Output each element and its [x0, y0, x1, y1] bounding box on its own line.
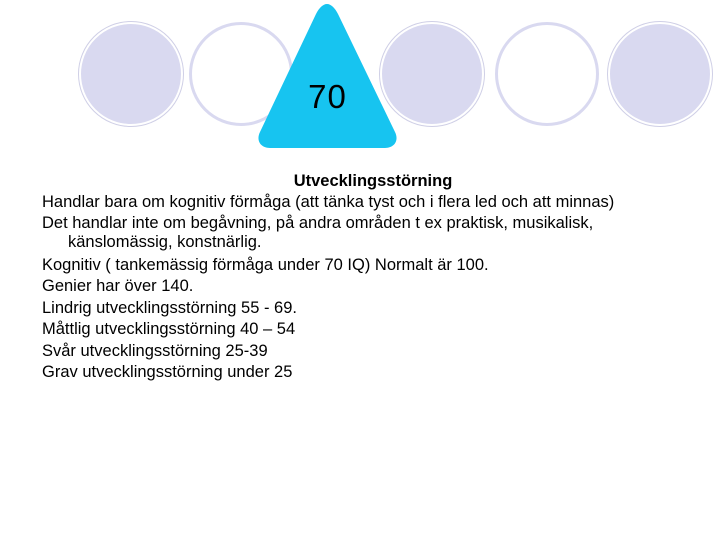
- slide-number: 70: [308, 78, 347, 115]
- body-line: Genier har över 140.: [42, 277, 194, 295]
- body-line: Handlar bara om kognitiv förmåga (att tänka tyst och i flera led och att minnas): [42, 193, 615, 211]
- body-line: Det handlar inte om begåvning, på andra områden t ex praktisk, musikalisk, känslomässig, konstnärlig.: [42, 213, 594, 251]
- body-line: Lindrig utvecklingsstörning 55 - 69.: [42, 298, 297, 317]
- slide-body: [42, 170, 692, 384]
- body-line: Svår utvecklingsstörning 25-39: [42, 341, 268, 360]
- decorative-circle: [608, 22, 712, 126]
- body-line: Kognitiv ( tankemässig förmåga under 70 IQ) Normalt är 100.: [42, 255, 489, 274]
- body-line: Grav utvecklingsstörning under 25: [42, 363, 293, 381]
- decorative-circle: [79, 22, 183, 126]
- decorative-circle-outline: [495, 22, 599, 126]
- slide-heading: Utvecklingsstörning: [293, 172, 453, 190]
- body-line: Måttlig utvecklingsstörning 40 – 54: [42, 320, 296, 338]
- slide-number-badge: [255, 2, 400, 150]
- triangle-shape: [255, 2, 400, 150]
